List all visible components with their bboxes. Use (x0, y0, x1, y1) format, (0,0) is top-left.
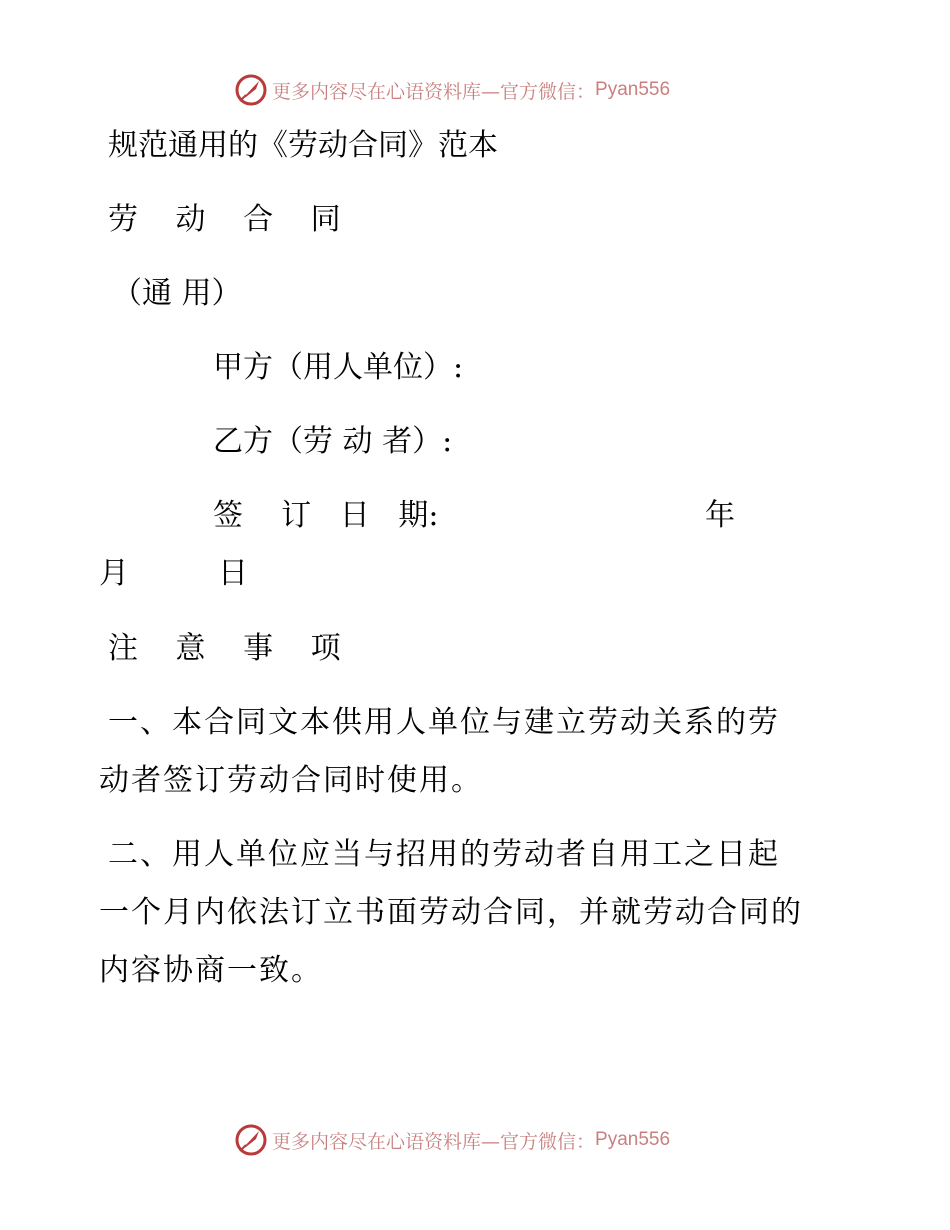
footer-banner (234, 1122, 670, 1158)
notice-2-line-2: 一个月内依法订立书面劳动合同，并就劳动合同的 (99, 895, 803, 930)
signing-date-label: 签 订 日 期: (213, 498, 439, 533)
banner-wechat-id: Pyan556 (595, 1129, 671, 1150)
day-label: 日 (218, 556, 248, 591)
notice-2-line-1: 二、用人单位应当与招用的劳动者自用工之日起 (108, 837, 780, 872)
banner-text: 更多内容尽在心语资料库—官方微信： (272, 1130, 596, 1153)
contract-subtitle: （通 用） (112, 276, 242, 311)
contract-title: 劳 动 合 同 (108, 202, 355, 237)
year-label: 年 (705, 498, 735, 533)
banner-wechat-id: Pyan556 (595, 79, 671, 100)
party-b-label: 乙方（劳 动 者）: (213, 424, 453, 459)
quill-logo-icon (234, 1123, 268, 1157)
notice-heading: 注 意 事 项 (108, 631, 355, 666)
header-banner (234, 72, 670, 108)
party-a-label: 甲方（用人单位）: (213, 350, 464, 385)
quill-logo-icon (234, 73, 268, 107)
month-label: 月 (99, 556, 129, 591)
notice-2-line-3: 内容协商一致。 (99, 953, 323, 988)
main-title: 规范通用的《劳动合同》范本 (108, 128, 498, 163)
banner-text: 更多内容尽在心语资料库—官方微信： (272, 80, 596, 103)
notice-1-line-2: 动者签订劳动合同时使用。 (99, 763, 483, 798)
notice-1-line-1: 一、本合同文本供用人单位与建立劳动关系的劳 (108, 705, 780, 740)
